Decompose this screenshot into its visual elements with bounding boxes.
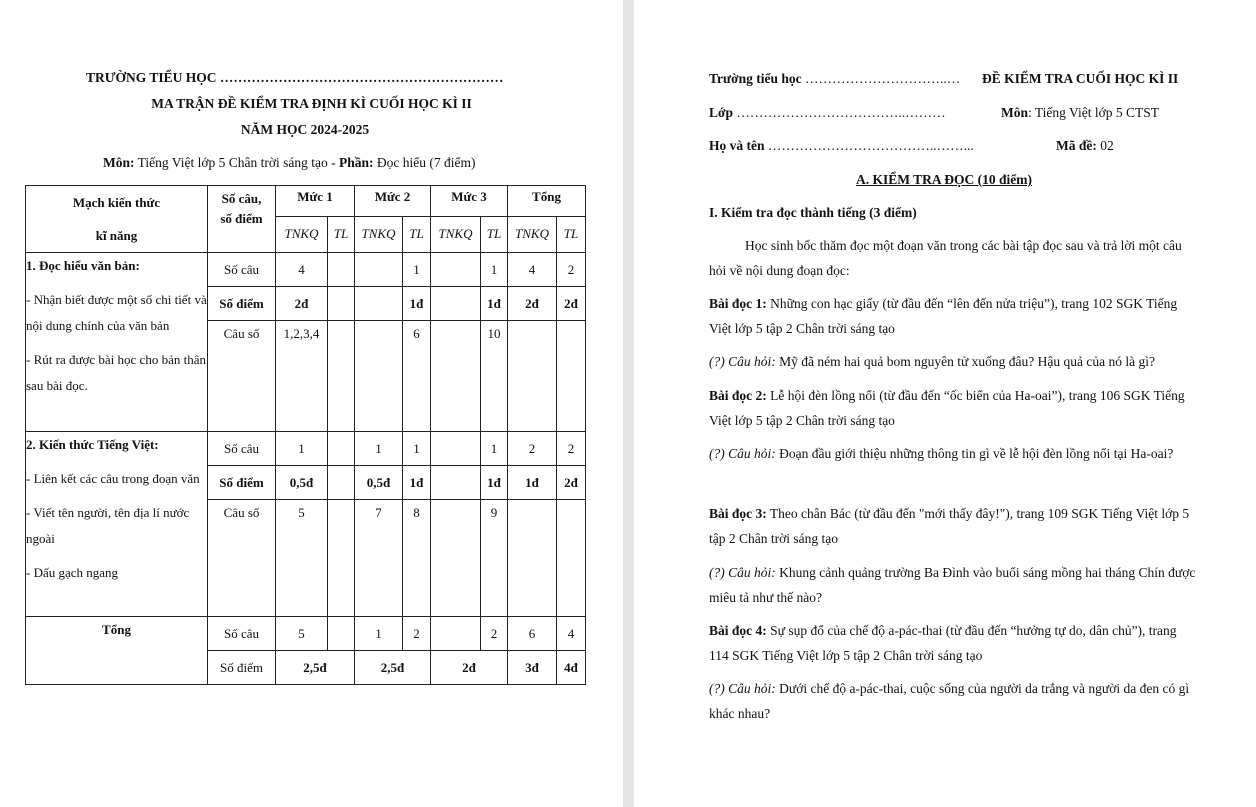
cell: 2,5đ — [276, 651, 355, 685]
question-2 — [709, 442, 1199, 467]
cell — [508, 500, 557, 617]
reading-3-text: Theo chân Bác (từ đầu đến "mới thấy đây!"), trang 109 SGK Tiếng Việt lớp 5 tập 2 Chân trời sáng tạo — [709, 506, 1190, 546]
total-label: Tổng — [26, 617, 208, 685]
header-socau-line2: số điểm — [220, 211, 263, 226]
cell: 4đ — [557, 651, 586, 685]
cell — [431, 466, 481, 500]
label-socau: Số câu — [208, 253, 276, 287]
cell — [328, 253, 355, 287]
cell — [355, 287, 403, 321]
cell: 2đ — [557, 466, 586, 500]
school-field — [709, 71, 960, 87]
question-prefix: (?) Câu hỏi: — [709, 354, 776, 369]
label-sodiem: Số điểm — [208, 651, 276, 685]
page-matrix — [0, 0, 623, 807]
sec1-socau-row — [26, 253, 586, 287]
question-4-text: Dưới chế độ a-pác-thai, cuộc sống của người da trắng và người da đen có gì khác nhau? — [709, 681, 1190, 721]
header-mach-line2: kĩ năng — [95, 228, 138, 243]
part-value: Đọc hiểu (7 điểm) — [373, 155, 476, 170]
sub-tl: TL — [557, 216, 586, 252]
sub-tnkq: TNKQ — [431, 216, 481, 252]
cell: 1 — [403, 432, 431, 466]
cell: 2,5đ — [355, 651, 431, 685]
label-causo: Câu số — [208, 321, 276, 432]
label-sodiem: Số điểm — [208, 287, 276, 321]
sec2-category — [26, 432, 208, 617]
reading-3-label: Bài đọc 3: — [709, 506, 767, 521]
reading-1-label: Bài đọc 1: — [709, 296, 767, 311]
header-muc1: Mức 1 — [276, 186, 355, 217]
sub-tl: TL — [403, 216, 431, 252]
cell — [328, 466, 355, 500]
cell: 2đ — [431, 651, 508, 685]
code-field — [1056, 138, 1114, 154]
school-year: NĂM HỌC 2024-2025 — [240, 122, 370, 137]
school-label: Trường tiểu học — [709, 71, 802, 86]
cell: 10 — [481, 321, 508, 432]
cell: 3đ — [508, 651, 557, 685]
reading-2 — [709, 384, 1199, 433]
cell: 2đ — [276, 287, 328, 321]
sub-tl: TL — [481, 216, 508, 252]
cell — [431, 617, 481, 651]
exam-title: ĐỀ KIỂM TRA CUỐI HỌC KÌ II — [982, 71, 1179, 86]
cell: 4 — [557, 617, 586, 651]
cell — [355, 253, 403, 287]
reading-2-label: Bài đọc 2: — [709, 388, 767, 403]
question-3-text: Khung cảnh quảng trường Ba Đình vào buổi sáng mồng hai tháng Chín được miêu tả như thế nào? — [709, 565, 1196, 605]
cell — [508, 321, 557, 432]
question-prefix: (?) Câu hỏi: — [709, 446, 776, 461]
cell: 2 — [557, 253, 586, 287]
subject-label: Môn: — [103, 155, 135, 170]
sec2-item1: - Liên kết các câu trong đoạn văn — [26, 471, 200, 486]
cell: 9 — [481, 500, 508, 617]
header-tong: Tổng — [508, 186, 586, 217]
sub-tnkq: TNKQ — [276, 216, 328, 252]
reading-3 — [709, 502, 1199, 551]
class-field — [709, 105, 946, 121]
code-value: 02 — [1096, 138, 1114, 153]
header-socau — [208, 186, 276, 253]
cell — [328, 500, 355, 617]
name-dots: ………………………………..……... — [764, 138, 974, 153]
cell — [431, 287, 481, 321]
question-1 — [709, 350, 1199, 375]
cell — [557, 321, 586, 432]
exam-subject-value: : Tiếng Việt lớp 5 CTST — [1028, 105, 1159, 120]
cell — [328, 287, 355, 321]
part-label: Phần: — [338, 155, 374, 170]
cell — [328, 617, 355, 651]
question-4 — [709, 677, 1199, 726]
header-mach-line1: Mạch kiến thức — [72, 195, 161, 210]
matrix-title: MA TRẬN ĐỀ KIỂM TRA ĐỊNH KÌ CUỐI HỌC KÌ II — [151, 96, 472, 111]
cell: 1 — [481, 253, 508, 287]
cell: 0,5đ — [355, 466, 403, 500]
label-socau: Số câu — [208, 617, 276, 651]
name-label: Họ và tên — [709, 138, 765, 153]
subject-line — [103, 155, 475, 171]
section-1-title: I. Kiểm tra đọc thành tiếng (3 điểm) — [709, 205, 917, 220]
question-3 — [709, 561, 1199, 610]
cell: 2 — [508, 432, 557, 466]
cell: 1đ — [481, 466, 508, 500]
cell: 6 — [508, 617, 557, 651]
reading-2-text: Lễ hội đèn lồng nổi (từ đầu đến “ốc biển của Ha-oai”), trang 106 SGK Tiếng Việt lớp 5 tập 2 Chân trời sáng tạo — [709, 388, 1185, 428]
header-row — [26, 186, 586, 217]
cell — [431, 321, 481, 432]
sub-tnkq: TNKQ — [355, 216, 403, 252]
cell: 1đ — [403, 466, 431, 500]
sec1-category — [26, 253, 208, 432]
header-mach — [26, 186, 208, 253]
sub-tnkq: TNKQ — [508, 216, 557, 252]
label-socau: Số câu — [208, 432, 276, 466]
header-muc2: Mức 2 — [355, 186, 431, 217]
sec1-title: 1. Đọc hiểu văn bản: — [26, 258, 140, 273]
cell: 1đ — [481, 287, 508, 321]
cell — [557, 500, 586, 617]
exam-subject-label: Môn — [1001, 105, 1028, 120]
reading-1-text: Những con hạc giấy (từ đầu đến “lên đến nửa triệu”), trang 102 SGK Tiếng Việt lớp 5 tập 2 Chân trời sáng tạo — [709, 296, 1178, 336]
sub-tl: TL — [328, 216, 355, 252]
header-socau-line1: Số câu, — [221, 191, 262, 206]
cell: 1đ — [403, 287, 431, 321]
cell: 1đ — [508, 466, 557, 500]
intro-paragraph: Học sinh bốc thăm đọc một đoạn văn trong các bài tập đọc sau và trả lời một câu hỏi về nội dung đoạn đọc: — [709, 238, 1182, 278]
cell: 7 — [355, 500, 403, 617]
class-label: Lớp — [709, 105, 733, 120]
subject-field — [1001, 105, 1159, 121]
cell — [328, 321, 355, 432]
cell: 1 — [355, 432, 403, 466]
cell: 6 — [403, 321, 431, 432]
cell: 2đ — [508, 287, 557, 321]
sec2-item3: - Dấu gạch ngang — [26, 565, 119, 580]
matrix-table — [25, 185, 586, 685]
sec1-item2: - Rút ra được bài học cho bản thân sau bài đọc. — [26, 352, 206, 393]
cell: 0,5đ — [276, 466, 328, 500]
cell: 5 — [276, 500, 328, 617]
cell: 2 — [557, 432, 586, 466]
section-a-title: A. KIỂM TRA ĐỌC (10 điểm) — [856, 172, 1033, 187]
cell — [431, 253, 481, 287]
cell: 1 — [481, 432, 508, 466]
header-muc3: Mức 3 — [431, 186, 508, 217]
label-sodiem: Số điểm — [208, 466, 276, 500]
class-dots: ………………………………..……… — [733, 105, 946, 120]
cell: 1 — [403, 253, 431, 287]
reading-4-text: Sự sụp đổ của chế độ a-pác-thai (từ đầu đến “hưởng tự do, dân chủ”), trang 114 SGK Tiếng Việt lớp 5 tập 2 Chân trời sáng tạo — [709, 623, 1177, 663]
cell — [355, 321, 403, 432]
subject-value: Tiếng Việt lớp 5 Chân trời sáng tạo - — [134, 155, 339, 170]
cell — [431, 500, 481, 617]
question-prefix: (?) Câu hỏi: — [709, 681, 776, 696]
reading-4 — [709, 619, 1199, 668]
code-label: Mã đề: — [1056, 138, 1097, 153]
cell: 1 — [355, 617, 403, 651]
reading-4-label: Bài đọc 4: — [709, 623, 767, 638]
sec2-socau-row — [26, 432, 586, 466]
page-exam — [634, 0, 1256, 807]
cell: 4 — [276, 253, 328, 287]
cell: 1,2,3,4 — [276, 321, 328, 432]
total-socau-row — [26, 617, 586, 651]
cell — [431, 432, 481, 466]
school-line: TRƯỜNG TIỂU HỌC ……………………………………………………… — [86, 70, 504, 85]
cell: 1 — [276, 432, 328, 466]
cell: 2 — [481, 617, 508, 651]
sec2-title: 2. Kiến thức Tiếng Việt: — [26, 437, 159, 452]
school-dots: …………………………..… — [801, 71, 961, 86]
cell: 2đ — [557, 287, 586, 321]
reading-1 — [709, 292, 1199, 341]
cell: 5 — [276, 617, 328, 651]
cell: 2 — [403, 617, 431, 651]
question-prefix: (?) Câu hỏi: — [709, 565, 776, 580]
sec1-item1: - Nhận biết được một số chi tiết và nội dung chính của văn bản — [26, 292, 207, 333]
sec2-item2: - Viết tên người, tên địa lí nước ngoài — [26, 505, 190, 546]
question-2-text: Đoạn đầu giới thiệu những thông tin gì về lễ hội đèn lồng nổi tại Ha-oai? — [775, 446, 1174, 461]
question-1-text: Mỹ đã ném hai quả bom nguyên tử xuống đâu? Hậu quả của nó là gì? — [775, 354, 1155, 369]
name-field — [709, 138, 974, 154]
label-causo: Câu số — [208, 500, 276, 617]
cell: 8 — [403, 500, 431, 617]
cell: 4 — [508, 253, 557, 287]
cell — [328, 432, 355, 466]
